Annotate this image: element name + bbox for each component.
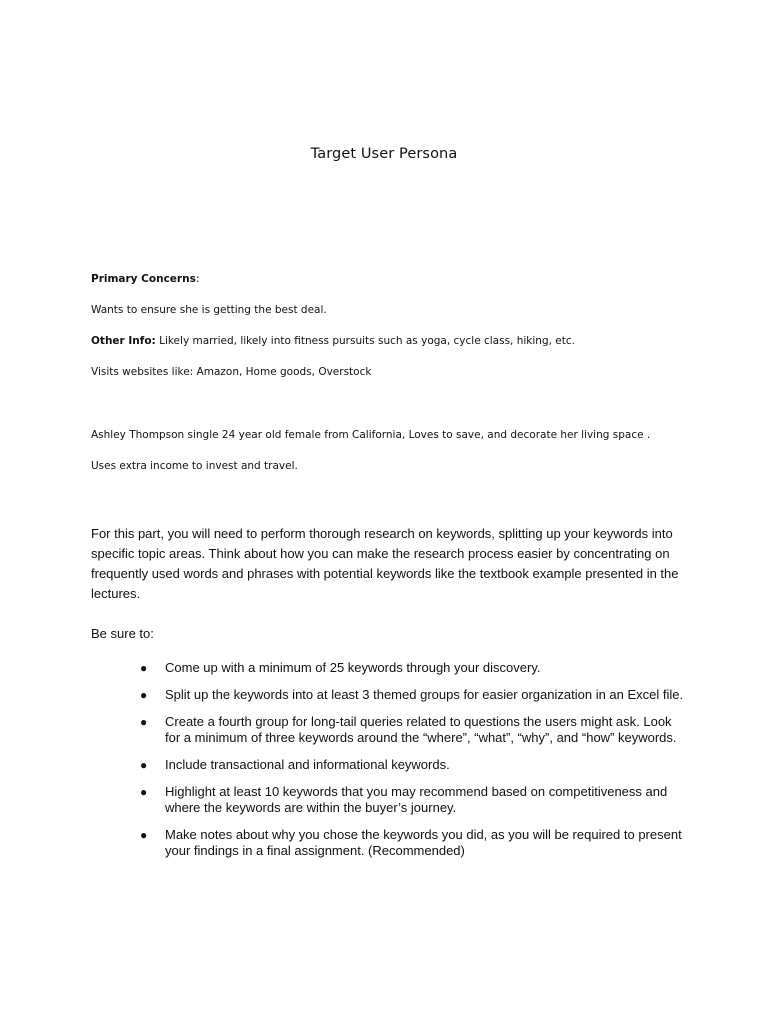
list-item: [0, 757, 685, 773]
list-item: [0, 784, 685, 816]
list-item-text: Make notes about why you chose the keywords you did, as you will be required to present your findings in a final assignment. (Recommended): [165, 827, 682, 858]
list-item-text: Include transactional and informational keywords.: [165, 757, 450, 772]
list-item-text: Create a fourth group for long-tail queries related to questions the users might ask. Look for a minimum of three keywords around the “where”, “what”, “why”, and “how” keywords.: [165, 714, 677, 745]
bullet-icon: ●: [140, 661, 148, 675]
list-item: [0, 714, 685, 746]
page-title: Target User Persona: [310, 146, 458, 162]
other-info-text: Likely married, likely into fitness pursuits such as yoga, cycle class, hiking, etc.: [155, 335, 575, 347]
websites-line: Visits websites like: Amazon, Home goods, Overstock: [91, 366, 372, 378]
other-info-label: Other Info:: [91, 335, 156, 347]
bullet-icon: ●: [140, 785, 148, 799]
bullet-icon: ●: [140, 715, 148, 729]
list-item-text: Split up the keywords into at least 3 themed groups for easier organization in an Excel file.: [165, 687, 684, 702]
list-item: [0, 687, 685, 703]
list-item: [0, 827, 685, 859]
bullet-icon: ●: [140, 688, 148, 702]
list-item-text: Highlight at least 10 keywords that you may recommend based on competitiveness and where the keywords are within the buyer’s journey.: [165, 784, 668, 815]
requirements-list: [0, 660, 768, 870]
wants-line: Wants to ensure she is getting the best deal.: [91, 304, 327, 316]
primary-concerns-colon: :: [195, 273, 200, 285]
bullet-icon: ●: [140, 828, 148, 842]
primary-concerns-label: Primary Concerns: [91, 273, 196, 285]
list-item: [0, 660, 685, 676]
other-info-line: [91, 335, 575, 347]
bio-line: Ashley Thompson single 24 year old female from California, Loves to save, and decorate her living space .: [91, 429, 651, 441]
primary-concerns-line: [91, 273, 199, 285]
be-sure-heading: Be sure to:: [91, 626, 154, 641]
income-line: Uses extra income to invest and travel.: [91, 460, 298, 472]
bullet-icon: ●: [140, 758, 148, 772]
instructions-intro: For this part, you will need to perform thorough research on keywords, splitting up your keywords into specific topic areas. Think about how you can make the research process easier by concentrating on frequently used words and phrases with potential keywords like the textbook example presented in the lectures.: [91, 526, 679, 601]
list-item-text: Come up with a minimum of 25 keywords through your discovery.: [165, 660, 541, 675]
